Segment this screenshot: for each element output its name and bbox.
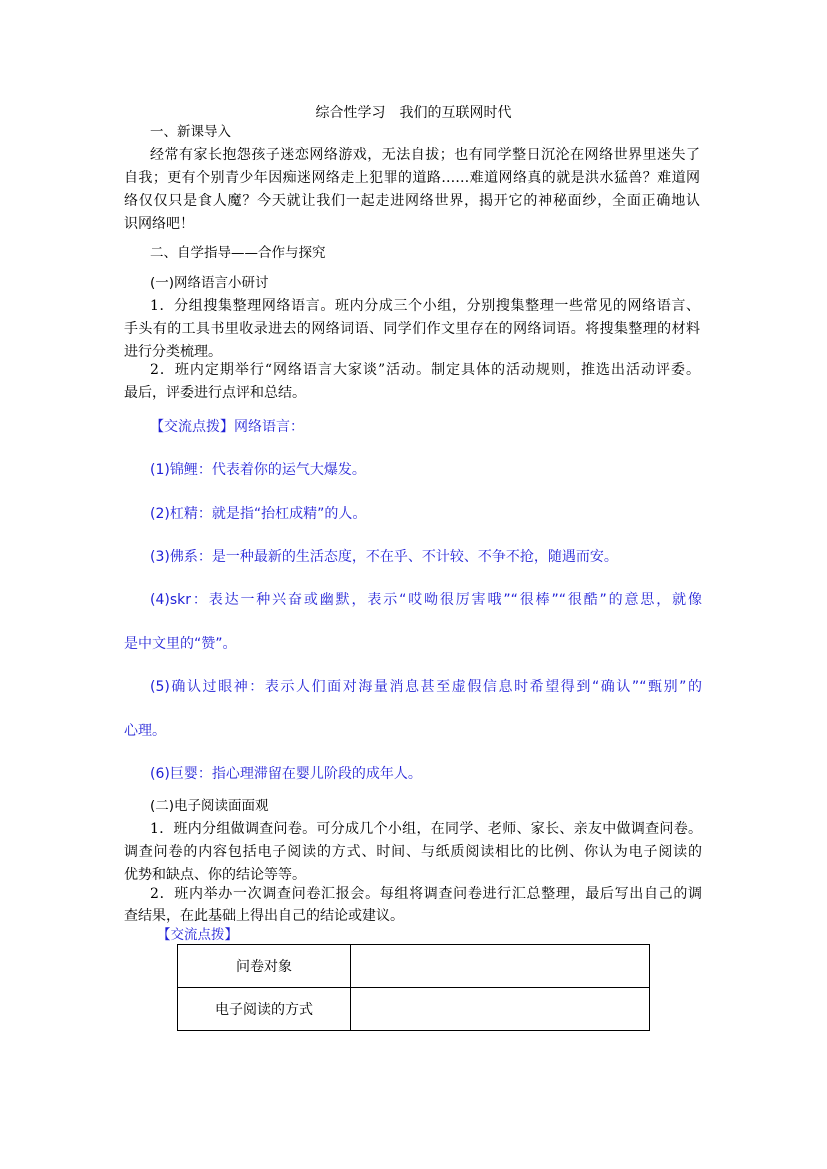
paragraph-line: 1．分组搜集整理网络语言。班内分成三个小组，分别搜集整理一些常见的网络语言、 [150, 298, 700, 314]
tip-item: (1)锦鲤：代表着你的运气大爆发。 [150, 462, 366, 478]
table-cell-value [351, 988, 650, 1031]
paragraph-line: 手头有的工具书里收录进去的网络词语、同学们作文里存在的网络词语。将搜集整理的材料 [124, 321, 700, 337]
paragraph-line: 优势和缺点、你的结论等等。 [124, 867, 306, 883]
table-row [178, 988, 650, 1031]
tip-heading-internet-language: 【交流点拨】网络语言： [150, 419, 304, 435]
paragraph-line: 识网络吧！ [124, 216, 194, 232]
tip-item: (3)佛系：是一种最新的生活态度，不在乎、不计较、不争不抢，随遇而安。 [150, 549, 618, 565]
paragraph-line: 自我；更有个别青少年因痴迷网络走上犯罪的道路……难道网络真的就是洪水猛兽？难道网 [124, 170, 700, 186]
tip-item: (5)确认过眼神：表示人们面对海量消息甚至虚假信息时希望得到“确认”“甄别”的 [150, 679, 702, 695]
survey-table [177, 944, 650, 1031]
paragraph-line: 进行分类梳理。 [124, 344, 222, 360]
paragraph-line: 经常有家长抱怨孩子迷恋网络游戏，无法自拔；也有同学整日沉沦在网络世界里迷失了 [150, 147, 700, 163]
subsection-heading-internet-language: (一)网络语言小研讨 [150, 275, 269, 291]
table-cell-label: 电子阅读的方式 [178, 988, 351, 1031]
tip-item-continued: 是中文里的“赞”。 [124, 636, 237, 652]
tip-item: (6)巨婴：指心理滞留在婴儿阶段的成年人。 [150, 766, 422, 782]
paragraph-line: 2．班内定期举行“网络语言大家谈”活动。制定具体的活动规则，推选出活动评委。 [150, 362, 700, 378]
tip-item: (2)杠精：就是指“抬杠成精”的人。 [150, 506, 367, 522]
subsection-heading-e-reading: (二)电子阅读面面观 [150, 798, 269, 814]
page-title: 综合性学习 我们的互联网时代 [315, 105, 512, 121]
table-cell-label: 问卷对象 [178, 945, 351, 988]
table-cell-value [351, 945, 650, 988]
paragraph-line: 络仅仅只是食人魔？今天就让我们一起走进网络世界，揭开它的神秘面纱，全面正确地认 [124, 193, 700, 209]
paragraph-line: 最后，评委进行点评和总结。 [124, 385, 306, 401]
section-heading-self-study: 二、自学指导——合作与探究 [150, 245, 326, 261]
paragraph-line: 1．班内分组做调查问卷。可分成几个小组，在同学、老师、家长、亲友中做调查问卷。 [150, 821, 702, 837]
paragraph-line: 调查问卷的内容包括电子阅读的方式、时间、与纸质阅读相比的比例、你认为电子阅读的 [124, 844, 702, 860]
tip-item: (4)skr：表达一种兴奋或幽默，表示“哎呦很厉害哦”“很棒”“很酷”的意思，就像 [150, 592, 702, 608]
tip-heading-e-reading: 【交流点拨】 [157, 927, 238, 943]
section-heading-intro: 一、新课导入 [150, 124, 231, 140]
table-row [178, 945, 650, 988]
paragraph-line: 查结果，在此基础上得出自己的结论或建议。 [124, 908, 404, 924]
tip-item-continued: 心理。 [124, 723, 166, 739]
paragraph-line: 2．班内举办一次调查问卷汇报会。每组将调查问卷进行汇总整理，最后写出自己的调 [150, 886, 702, 902]
